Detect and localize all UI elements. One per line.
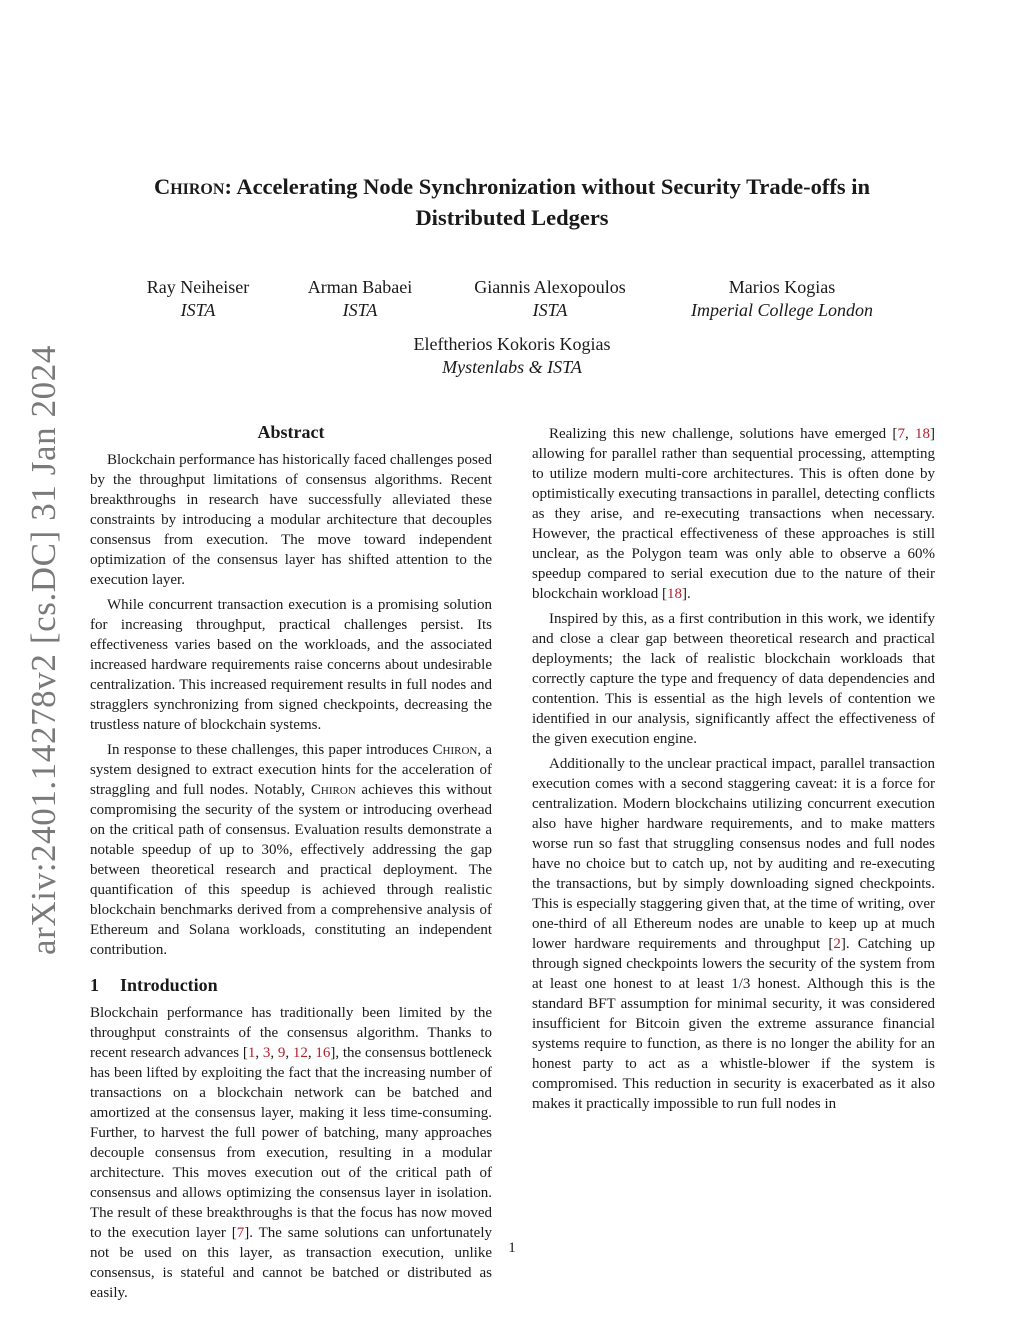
section-title: Introduction [120, 975, 218, 995]
arxiv-id[interactable]: arXiv:2401.14278v2 [cs.DC] 31 Jan 2024 [24, 345, 63, 955]
citation-link[interactable]: 2 [833, 936, 841, 952]
author-affiliation: Mystenlabs & ISTA [442, 357, 582, 377]
title-system-name: Chiron [153, 174, 225, 199]
intro-paragraph-4: Additionally to the unclear practical impact, parallel transaction execution comes with a second staggering caveat: it is a force for centralization. Modern blockchains utilizing concurrent execution also have higher hardware requirements, and to make matters worse run so fast that struggling consensus nodes and full nodes have no choice but to catch up, not by auditing and re-executing the transactions, but by simply downloading signed checkpoints. This is especially staggering given that, at the time of writing, over one-third of all Ethereum nodes are unable to keep up at much lower hardware requirements and throughput [2]. Catching up through signed checkpoints lowers the security of the system from at least one honest to at least 1/3 honest. Although this is the standard BFT assumption for minimal security, it was considered insufficient for Bitcoin given the extreme assurance financial systems require to function, as there is no longer the ability for an honest party to act as a whistle-blower if the system is compromised. This reduction in security is exacerbated as it also makes it practically impossible to run full nodes in [532, 756, 935, 1112]
abstract-paragraph-1: Blockchain performance has historically faced challenges posed by the throughput limitations of consensus algorithms. Recent breakthroughs in research have successfully alleviated these constraints by introducing a modular architecture that decouples consensus from execution. The move toward independent optimization of the consensus layer has shifted attention to the execution layer. [90, 452, 492, 588]
author-4 [664, 276, 900, 322]
author-1 [118, 276, 278, 322]
author-name: Arman Babaei [307, 277, 413, 297]
citation-link[interactable]: 3 [262, 1045, 271, 1061]
system-name: Chiron [432, 742, 478, 758]
intro-paragraph-2: Realizing this new challenge, solutions have emerged [7, 18] allowing for parallel rather than sequential processing, attempting to utilize modern multi-core architectures. This is often done by optimistically executing transactions in parallel, detecting conflicts as they arise, and re-executing transactions when necessary. However, the practical effectiveness of these approaches is still unclear, as the Polygon team was only able to observe a 60% speedup compared to serial execution due to the nature of their blockchain workload [18]. [532, 426, 936, 602]
intro-paragraph-1-start: Blockchain performance has traditionally been limited by the throughput constraints of the consensus algorithm. Thanks to recent research advances [1, 3, 9, 12, 16], the consensus bottleneck has been lifted by exploiting the fact that the increasing number of transactions on a blockchain network can be batched and amortized at the consensus layer, making it less time-consuming. Further, to harvest the full power of batching, many approaches decouple consensus from execution, resulting in a modular architecture. This moves execution out of the critical path of consensus and allows optimizing the consensus layer in isolation. The result of these breakthroughs is that the focus has now moved to the execution layer [7]. The same solutions can unfortunately not be used on this layer, as transaction execution, unlike consensus, is stateful and cannot be batched or distributed as easily. [90, 1005, 493, 1301]
paper-title [90, 171, 934, 233]
author-affiliation: Imperial College London [691, 300, 873, 320]
citation-link[interactable]: 7 [236, 1225, 245, 1241]
citation-link[interactable]: 18 [666, 586, 682, 602]
author-affiliation: ISTA [180, 300, 216, 320]
system-name: Chiron [310, 782, 356, 798]
citation-link[interactable]: 1 [247, 1045, 256, 1061]
author-name: Marios Kogias [728, 277, 836, 297]
section-number: 1 [90, 975, 99, 995]
citation-link[interactable]: 7 [897, 426, 905, 442]
author-affiliation: ISTA [532, 300, 568, 320]
author-name: Ray Neiheiser [146, 277, 250, 297]
right-column [532, 424, 935, 1119]
left-column [90, 420, 492, 1308]
author-name: Eleftherios Kokoris Kogias [413, 334, 611, 354]
title-rest: : Accelerating Node Synchronization without Security Trade-offs in [224, 174, 871, 199]
author-affiliation: ISTA [342, 300, 378, 320]
title-line2: Distributed Ledgers [415, 205, 609, 230]
citation-link[interactable]: 12 [292, 1045, 308, 1061]
author-3 [450, 276, 650, 322]
page-number: 1 [508, 1240, 516, 1256]
author-5 [362, 333, 662, 379]
citation-link[interactable]: 16 [315, 1045, 331, 1061]
intro-paragraph-3: Inspired by this, as a first contribution in this work, we identify and close a clear gap between theoretical research and practical deployments; the lack of realistic blockchain workloads that correctly capture the type and frequency of data dependencies and contention. This is essential as the high levels of contention we identified in our analysis, significantly affect the effectiveness of the given execution engine. [532, 611, 935, 747]
abstract-heading: Abstract [257, 422, 325, 442]
author-2 [285, 276, 435, 322]
citation-link[interactable]: 18 [915, 426, 931, 442]
abstract-paragraph-3: In response to these challenges, this paper introduces Chiron, a system designed to extract execution hints for the acceleration of straggling and full nodes. Notably, Chiron achieves this without compromising the security of the system or introducing overhead on the critical path of consensus. Evaluation results demonstrate a notable speedup of up to 30%, effectively addressing the gap between theoretical research and practical deployment. The quantification of this speedup is achieved through realistic blockchain benchmarks derived from a comprehensive analysis of Ethereum and Solana workloads, constituting an independent contribution. [90, 742, 492, 958]
citation-link[interactable]: 9 [277, 1045, 286, 1061]
abstract-paragraph-2: While concurrent transaction execution is a promising solution for increasing throughput, practical challenges persist. Its effectiveness varies based on the workloads, and the associated increased hardware requirements raise concerns about undesirable centralization. This increased requirement results in full nodes and stragglers synchronizing from signed checkpoints, decreasing the trustless nature of blockchain systems. [90, 597, 492, 733]
author-name: Giannis Alexopoulos [474, 277, 626, 297]
section-heading-introduction [90, 973, 492, 997]
